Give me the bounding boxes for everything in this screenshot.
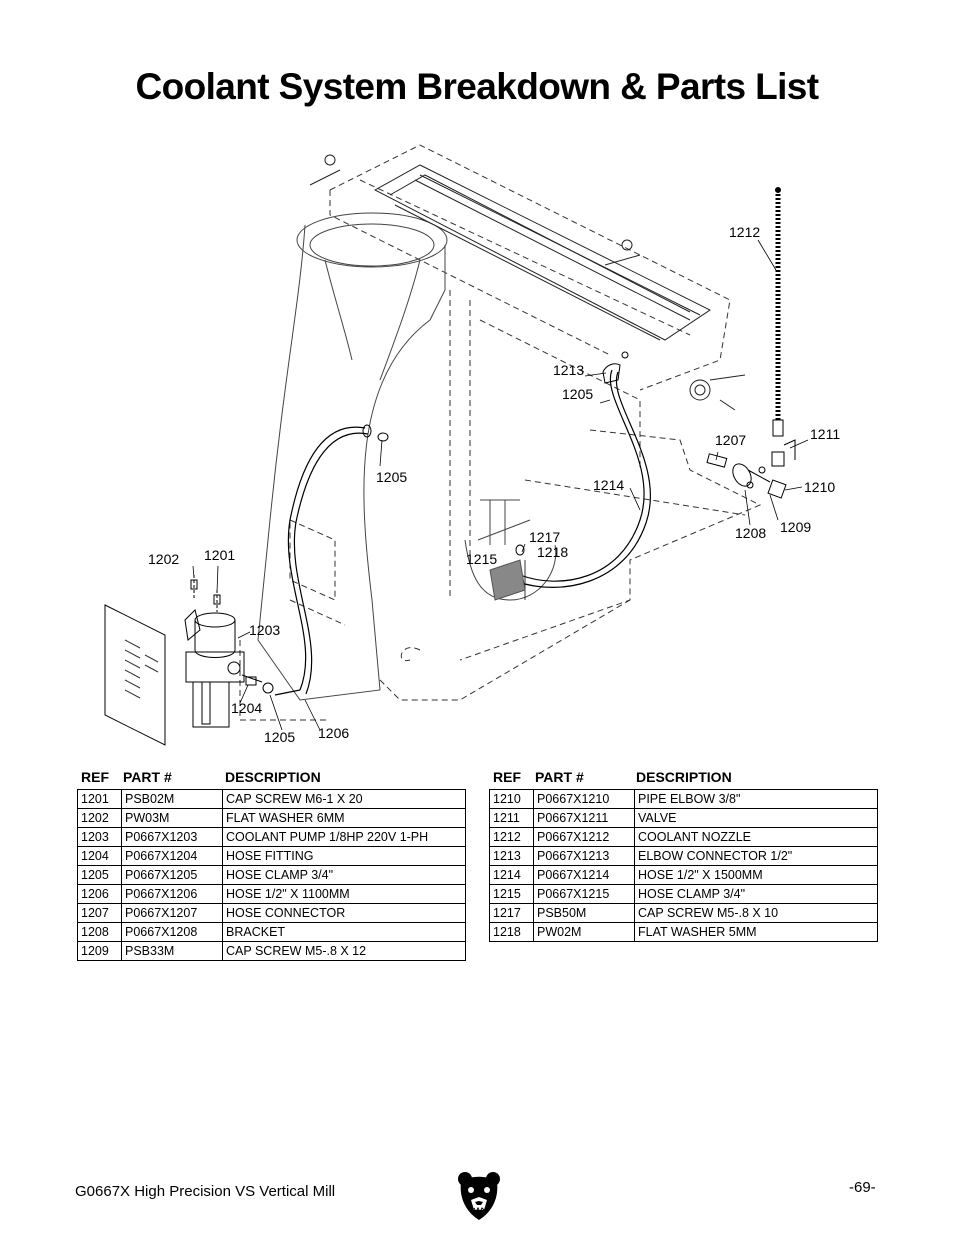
cell-description: CAP SCREW M5-.8 X 12 xyxy=(223,942,466,960)
cell-ref: 1203 xyxy=(78,828,122,846)
table-row xyxy=(78,828,466,847)
table-row xyxy=(490,904,878,923)
cell-description: VALVE xyxy=(635,809,878,827)
table-header xyxy=(77,769,465,789)
cell-description: HOSE CLAMP 3/4" xyxy=(223,866,466,884)
table-row xyxy=(78,809,466,828)
cell-ref: 1204 xyxy=(78,847,122,865)
table-row xyxy=(490,790,878,809)
cell-ref: 1214 xyxy=(490,866,534,884)
cell-description: ELBOW CONNECTOR 1/2" xyxy=(635,847,878,865)
cell-part: P0667X1206 xyxy=(122,885,223,903)
header-part: PART # xyxy=(123,769,172,785)
parts-grid-right xyxy=(489,789,878,942)
callout-label: 1202 xyxy=(148,551,180,567)
cell-part: P0667X1214 xyxy=(534,866,635,884)
callout-label: 1203 xyxy=(249,622,281,638)
header-description: DESCRIPTION xyxy=(636,769,732,785)
table-row xyxy=(78,904,466,923)
table-row xyxy=(490,809,878,828)
cell-ref: 1217 xyxy=(490,904,534,922)
callout-label: 1209 xyxy=(780,519,812,535)
cell-part: P0667X1213 xyxy=(534,847,635,865)
cell-part: P0667X1207 xyxy=(122,904,223,922)
cell-description: HOSE CLAMP 3/4" xyxy=(635,885,878,903)
parts-grid-left xyxy=(77,789,466,961)
cell-description: HOSE 1/2" X 1100MM xyxy=(223,885,466,903)
cell-description: FLAT WASHER 5MM xyxy=(635,923,878,941)
table-row xyxy=(78,942,466,961)
table-row xyxy=(490,885,878,904)
cell-description: COOLANT PUMP 1/8HP 220V 1-PH xyxy=(223,828,466,846)
cell-part: PSB50M xyxy=(534,904,635,922)
callout-label: 1201 xyxy=(204,547,236,563)
callout-label: 1213 xyxy=(553,362,585,378)
cell-description: FLAT WASHER 6MM xyxy=(223,809,466,827)
bear-head-icon xyxy=(456,1170,502,1222)
callout-label: 1205 xyxy=(264,729,296,745)
callout-label: 1205 xyxy=(562,386,594,402)
parts-table-left xyxy=(77,769,465,965)
callout-label: 1204 xyxy=(231,700,263,716)
table-row xyxy=(78,885,466,904)
table-header xyxy=(489,769,877,789)
parts-table-right xyxy=(489,769,877,947)
table-row xyxy=(78,790,466,809)
table-row xyxy=(490,923,878,942)
header-part: PART # xyxy=(535,769,584,785)
cell-ref: 1213 xyxy=(490,847,534,865)
cell-part: P0667X1208 xyxy=(122,923,223,941)
cell-description: CAP SCREW M5-.8 X 10 xyxy=(635,904,878,922)
callout-label: 1217 xyxy=(529,529,561,545)
cell-ref: 1212 xyxy=(490,828,534,846)
callout-label: 1208 xyxy=(735,525,767,541)
cell-part: P0667X1210 xyxy=(534,790,635,808)
table-row xyxy=(490,828,878,847)
callout-label: 1215 xyxy=(466,551,498,567)
cell-ref: 1207 xyxy=(78,904,122,922)
callout-label: 1206 xyxy=(318,725,350,741)
cell-ref: 1218 xyxy=(490,923,534,941)
cell-ref: 1209 xyxy=(78,942,122,960)
cell-part: P0667X1212 xyxy=(534,828,635,846)
cell-ref: 1215 xyxy=(490,885,534,903)
coolant-system-diagram xyxy=(0,130,954,760)
cell-part: PW02M xyxy=(534,923,635,941)
header-ref: REF xyxy=(81,769,109,785)
cell-part: PSB02M xyxy=(122,790,223,808)
footer-model-name: G0667X High Precision VS Vertical Mill xyxy=(75,1183,336,1200)
cell-part: P0667X1211 xyxy=(534,809,635,827)
cell-part: P0667X1205 xyxy=(122,866,223,884)
callout-label: 1214 xyxy=(593,477,625,493)
cell-part: P0667X1204 xyxy=(122,847,223,865)
cell-description: HOSE CONNECTOR xyxy=(223,904,466,922)
table-row xyxy=(490,866,878,885)
callout-label: 1207 xyxy=(715,432,747,448)
diagram-drawing xyxy=(0,130,954,760)
cell-ref: 1210 xyxy=(490,790,534,808)
callout-label: 1205 xyxy=(376,469,408,485)
cell-description: BRACKET xyxy=(223,923,466,941)
cell-description: HOSE 1/2" X 1500MM xyxy=(635,866,878,884)
cell-description: PIPE ELBOW 3/8" xyxy=(635,790,878,808)
cell-description: COOLANT NOZZLE xyxy=(635,828,878,846)
table-row xyxy=(78,923,466,942)
callout-label: 1211 xyxy=(810,426,841,442)
cell-part: P0667X1215 xyxy=(534,885,635,903)
cell-part: PW03M xyxy=(122,809,223,827)
table-row xyxy=(78,847,466,866)
page-title: Coolant System Breakdown & Parts List xyxy=(135,66,819,107)
cell-ref: 1201 xyxy=(78,790,122,808)
callout-label: 1218 xyxy=(537,544,569,560)
cell-ref: 1205 xyxy=(78,866,122,884)
cell-part: PSB33M xyxy=(122,942,223,960)
header-ref: REF xyxy=(493,769,521,785)
cell-part: P0667X1203 xyxy=(122,828,223,846)
callout-label: 1212 xyxy=(729,224,761,240)
header-description: DESCRIPTION xyxy=(225,769,321,785)
table-row xyxy=(78,866,466,885)
callout-label: 1210 xyxy=(804,479,836,495)
cell-ref: 1208 xyxy=(78,923,122,941)
cell-description: CAP SCREW M6-1 X 20 xyxy=(223,790,466,808)
cell-ref: 1211 xyxy=(490,809,534,827)
cell-ref: 1202 xyxy=(78,809,122,827)
cell-description: HOSE FITTING xyxy=(223,847,466,865)
page-number: -69- xyxy=(849,1179,876,1196)
cell-ref: 1206 xyxy=(78,885,122,903)
table-row xyxy=(490,847,878,866)
